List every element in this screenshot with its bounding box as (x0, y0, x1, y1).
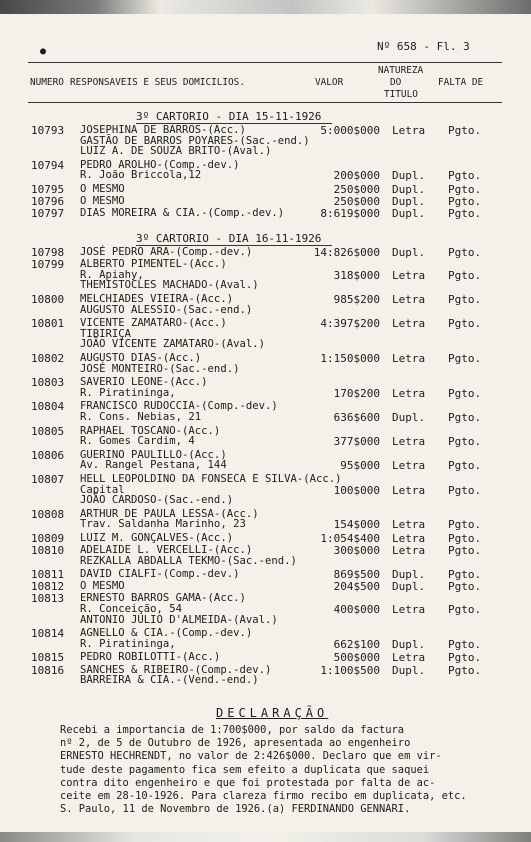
entry-value: 200$000 (333, 169, 380, 183)
entry-nature: Letra (392, 459, 426, 473)
entry-nature: Dupl. (392, 183, 426, 196)
entry-nature: Letra (392, 544, 426, 557)
header-falta-de: FALTA DE (438, 77, 484, 88)
entry-value: 170$200 (333, 386, 380, 400)
declaracao-line: nº 2, de 5 de Outubro de 1926, apresentada ao engenheiro (60, 737, 411, 750)
entry-number: 10809 (31, 531, 65, 545)
entry-status: Pgto. (448, 169, 482, 183)
entry-number: 10816 (31, 663, 65, 677)
entry-line: O MESMO (80, 580, 125, 593)
entry-status: Pgto. (448, 459, 482, 473)
declaracao-title: DECLARAÇÃO (216, 706, 329, 720)
entry-line: AUGUSTO ALESSIO-(Sac.-end.) (80, 303, 253, 316)
entry-line: FRANCISCO RUDOCCIA-(Comp.-dev.) (80, 400, 278, 413)
entry-number: 10807 (31, 472, 65, 486)
entry-value: 5:000$000 (320, 124, 380, 137)
entry-line: REZKALLA ABDALLA TEKMO-(Sac.-end.) (80, 554, 297, 567)
entry-number: 10796 (31, 195, 65, 209)
entry-status: Pgto. (448, 351, 482, 365)
entry-number: 10795 (31, 183, 65, 196)
entry-nature: Dupl. (392, 410, 426, 424)
entry-value: 250$000 (333, 195, 380, 209)
entry-line: BARREIRA & CIA.-(Vend.-end.) (80, 674, 259, 687)
header-natureza: NATUREZA (378, 65, 424, 76)
entry-line: Capital (80, 483, 125, 496)
declaracao-line: Recebi a importancia de 1:700$000, por saldo da factura (60, 724, 405, 736)
entry-value: 250$000 (333, 183, 380, 196)
section-title: 3º CARTORIO - DIA 15-11-1926 (136, 110, 322, 123)
entry-nature: Letra (392, 483, 426, 497)
entry-line: JOÃO CARDOSO-(Sac.-end.) (80, 494, 234, 507)
entry-nature: Letra (392, 651, 426, 665)
entry-nature: Letra (392, 292, 426, 306)
entry-value: 869$500 (333, 568, 380, 582)
entry-nature: Letra (392, 317, 426, 331)
entry-value: 318$000 (333, 268, 380, 282)
entry-number: 10794 (31, 158, 65, 172)
section-title: 3º CARTORIO - DIA 16-11-1926 (136, 232, 322, 245)
entry-number: 10802 (31, 351, 65, 365)
entry-status: Pgto. (448, 268, 482, 282)
entry-line: ANTONIO JULIO D'ALMEIDA-(Aval.) (80, 613, 278, 626)
entry-number: 10805 (31, 424, 65, 438)
entry-line: AGNELLO & CIA.-(Comp.-dev.) (80, 627, 253, 640)
entry-number: 10804 (31, 400, 65, 414)
header-valor: VALOR (315, 77, 344, 88)
entry-value: 4:397$200 (320, 317, 380, 331)
entry-value: 100$000 (333, 483, 380, 497)
entry-status: Pgto. (448, 651, 482, 665)
entry-nature: Dupl. (392, 580, 426, 594)
entry-status: Pgto. (448, 531, 482, 545)
entry-status: Pgto. (448, 580, 482, 594)
entry-value: 636$600 (333, 410, 380, 424)
entry-line: GASTÃO DE BARROS POYARES-(Sac.-end.) (80, 134, 310, 147)
entry-status: Pgto. (448, 386, 482, 400)
entry-nature: Dupl. (392, 246, 426, 259)
entry-line: LUIZ A. DE SOUZA BRITO-(Aval.) (80, 145, 272, 158)
entry-value: 1:150$000 (320, 351, 380, 365)
entry-number: 10806 (31, 448, 65, 462)
entry-line: RAPHAEL TOSCANO-(Acc.) (80, 424, 221, 437)
entry-nature: Letra (392, 531, 426, 545)
entry-line: R. Conceição, 54 (80, 603, 183, 615)
entry-value: 662$100 (333, 637, 380, 651)
entry-number: 10810 (31, 544, 65, 557)
entry-line: R. Piratininga, (80, 386, 176, 399)
entry-value: 1:054$400 (320, 531, 380, 545)
entry-line: JOSÉ MONTEIRO-(Sac.-end.) (80, 362, 240, 375)
entry-status: Pgto. (448, 568, 482, 582)
entry-status: Pgto. (448, 195, 482, 209)
entry-line: O MESMO (80, 183, 125, 195)
header-numero: NUMERO (30, 77, 64, 88)
entry-line: AUGUSTO DIAS-(Acc.) (80, 351, 202, 364)
entry-status: Pgto. (448, 124, 482, 137)
entry-line: PEDRO ROBILOTTI-(Acc.) (80, 651, 221, 664)
entry-nature: Letra (392, 351, 426, 365)
page-number: Nº 658 - Fl. 3 (377, 40, 470, 53)
entry-number: 10793 (31, 124, 65, 137)
entry-line: VICENTE ZAMATARO-(Acc.) (80, 317, 227, 330)
declaracao-line: S. Paulo, 11 de Novembro de 1926.(a) FERDINANDO GENNARI. (60, 803, 411, 816)
declaracao-line: ERNESTO HECHRENDT, no valor de 2:426$000. Declaro que em vir- (60, 750, 442, 763)
entry-status: Pgto. (448, 435, 482, 449)
header-natureza-titulo: TITULO (384, 89, 418, 100)
header-bottom-rule (28, 102, 502, 103)
entry-status: Pgto. (448, 292, 482, 306)
entry-status: Pgto. (448, 518, 482, 532)
entry-line: R. Cons. Nebias, 21 (80, 410, 202, 423)
entry-nature: Dupl. (392, 637, 426, 651)
entry-number: 10799 (31, 258, 65, 272)
entry-nature: Dupl. (392, 663, 426, 677)
entry-nature: Letra (392, 603, 426, 616)
entry-value: 204$500 (333, 580, 380, 594)
entry-number: 10797 (31, 207, 65, 221)
entry-line: R. Gomes Cardim, 4 (80, 435, 195, 448)
entry-value: 95$000 (340, 459, 380, 473)
entry-nature: Dupl. (392, 169, 426, 183)
entry-line: JOÃO VICENTE ZAMATARO-(Aval.) (80, 338, 265, 351)
entry-value: 8:619$000 (320, 207, 380, 221)
entry-line: R. Piratininga, (80, 637, 176, 650)
entry-line: R. Apiahy, (80, 268, 144, 281)
entry-status: Pgto. (448, 246, 482, 259)
entry-status: Pgto. (448, 183, 482, 196)
entry-number: 10800 (31, 292, 65, 306)
entry-number: 10803 (31, 376, 65, 390)
declaracao-line: tude deste pagamento fica sem efeito a duplicata que saquei (60, 763, 430, 776)
declaracao-line: ceite em 28-10-1926. Para clareza firmo recibo em duplicata, etc. (60, 790, 467, 802)
entry-nature: Letra (392, 268, 426, 282)
entry-number: 10811 (31, 568, 65, 582)
entry-line: ERNESTO BARROS GAMA-(Acc.) (80, 592, 246, 605)
entry-line: HELL LEOPOLDINO DA FONSECA E SILVA-(Acc.) (80, 472, 342, 485)
entry-nature: Letra (392, 386, 426, 400)
entry-nature: Letra (392, 518, 426, 532)
declaracao-line: contra dito engenheiro e que foi protestada por falta de ac- (60, 776, 436, 789)
entry-line: THEMISTOCLES MACHADO-(Aval.) (80, 279, 259, 292)
entry-status: Pgto. (448, 603, 482, 616)
entry-line: PEDRO AROLHO-(Comp.-dev.) (80, 158, 240, 171)
entry-line: JOSEPHINA DE BARROS-(Acc.) (80, 124, 246, 136)
entry-line: SANCHES & RIBEIRO-(Comp.-dev.) (80, 663, 272, 676)
entry-value: 300$000 (333, 544, 380, 557)
entry-status: Pgto. (448, 663, 482, 677)
entry-value: 1:100$500 (320, 663, 380, 677)
entry-line: JOSÉ PEDRO ARA-(Comp.-dev.) (80, 246, 253, 258)
entry-line: TIBIRIÇA (80, 327, 132, 340)
entry-value: 377$000 (333, 435, 380, 449)
entry-value: 154$000 (333, 518, 380, 532)
entry-status: Pgto. (448, 544, 482, 557)
scan-top-edge (0, 0, 531, 14)
entry-line: O MESMO (80, 195, 125, 208)
bullet-mark: ● (40, 46, 47, 57)
entry-number: 10815 (31, 651, 65, 665)
entry-nature: Dupl. (392, 207, 426, 221)
entry-nature: Dupl. (392, 568, 426, 582)
entry-line: GUERINO PAULILLO-(Acc.) (80, 448, 227, 461)
entry-nature: Letra (392, 124, 426, 137)
entry-status: Pgto. (448, 207, 482, 221)
entry-number: 10812 (31, 580, 65, 594)
entry-status: Pgto. (448, 637, 482, 651)
scan-bottom-edge (0, 832, 531, 842)
entry-value: 400$000 (333, 603, 380, 616)
entry-status: Pgto. (448, 317, 482, 331)
entry-status: Pgto. (448, 410, 482, 424)
entry-line: Av. Rangel Pestana, 144 (80, 459, 227, 472)
entry-line: LUIZ M. GONÇALVES-(Acc.) (80, 531, 234, 544)
header-responsaveis: RESPONSAVEIS E SEUS DOMICILIOS. (70, 77, 245, 88)
entry-number: 10801 (31, 317, 65, 331)
entry-nature: Letra (392, 435, 426, 449)
entry-value: 14:826$000 (313, 246, 380, 259)
entry-line: MELCHIADES VIEIRA-(Acc.) (80, 292, 234, 305)
header-top-rule (28, 62, 502, 63)
entry-line: ADELAIDE L. VERCELLI-(Acc.) (80, 544, 253, 556)
header-natureza-do: DO (390, 77, 402, 88)
entry-value: 985$200 (333, 292, 380, 306)
entry-line: DAVID CIALFI-(Comp.-dev.) (80, 568, 240, 581)
entry-line: ALBERTO PIMENTEL-(Acc.) (80, 258, 227, 271)
entry-line: Trav. Saldanha Marinho, 23 (80, 518, 246, 531)
entry-line: DIAS MOREIRA & CIA.-(Comp.-dev.) (80, 207, 285, 220)
entry-number: 10813 (31, 592, 65, 606)
entry-line: ARTHUR DE PAULA LESSA-(Acc.) (80, 507, 259, 520)
entry-number: 10808 (31, 507, 65, 521)
entry-status: Pgto. (448, 483, 482, 497)
entry-value: 500$000 (333, 651, 380, 665)
entry-number: 10814 (31, 627, 65, 641)
entry-nature: Dupl. (392, 195, 426, 209)
entry-number: 10798 (31, 246, 65, 259)
entry-line: R. João Briccola,12 (80, 169, 202, 182)
entry-line: SAVERIO LEONE-(Acc.) (80, 376, 208, 389)
